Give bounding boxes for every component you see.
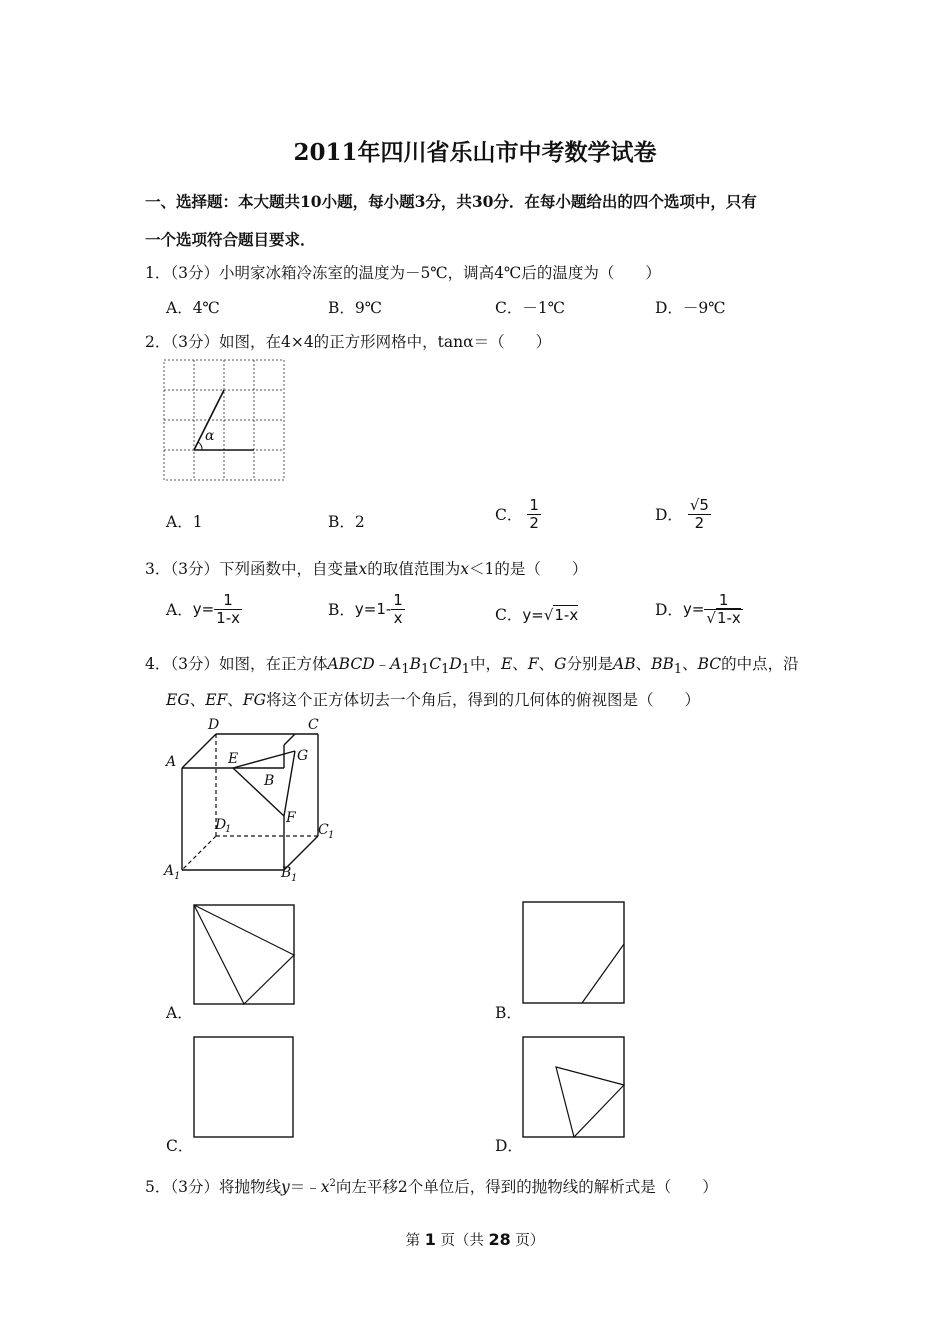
question-1-text: 1．（3分）小明家冰箱冷冻室的温度为－5℃，调高4℃后的温度为（ ） (145, 264, 661, 282)
svg-text:C: C (318, 822, 329, 838)
svg-text:G: G (297, 748, 309, 764)
question-5-text: 5．（3分）将抛物线$y=﹣x^2$向左平移2个单位后，得到的抛物线的解析式是（ ） (145, 1177, 718, 1196)
svg-text:1: 1 (291, 873, 298, 884)
q4-option-b: B． (495, 1004, 522, 1022)
page-title: 2011年四川省乐山市中考数学试卷 (293, 139, 657, 166)
svg-text:C: C (308, 717, 319, 733)
svg-text:A: A (166, 754, 177, 770)
svg-text:B: B (281, 865, 292, 881)
svg-text:A: A (164, 863, 175, 879)
svg-text:B: B (264, 773, 275, 789)
q4-option-c: C． (166, 1137, 194, 1155)
q1-option-d: D．－9℃ (655, 299, 726, 317)
svg-text:F: F (286, 810, 296, 826)
q4-option-d-figure (522, 1036, 626, 1139)
question-2-text: 2．（3分）如图，在4×4的正方形网格中，tanα＝（ ） (145, 333, 552, 351)
angle-alpha-label: α (205, 428, 215, 444)
q1-option-c: C．－1℃ (495, 299, 566, 317)
section-heading-line1: 一、选择题：本大题共10小题，每小题3分，共30分．在每小题给出的四个选项中，只有 (145, 192, 757, 211)
q2-option-d: D． $\frac{√5}{2}$ (655, 496, 709, 532)
section-heading-line2: 一个选项符合题目要求． (145, 230, 316, 249)
cube-figure (160, 712, 340, 882)
q3-option-b: B．y=1- $\frac{1}{x}$ (328, 591, 403, 627)
q3-option-c: C．y=√1-x (495, 606, 579, 624)
q4-option-d: D． (495, 1137, 523, 1155)
svg-text:1: 1 (225, 824, 232, 835)
q4-option-c-figure (193, 1036, 295, 1139)
page-footer: 第 1 页（共 28 页） (405, 1230, 545, 1249)
q3-option-a: A．y= $\frac{1}{1-x}$ (166, 591, 240, 627)
grid-figure (163, 359, 285, 481)
q2-option-c: C． $\frac{1}{2}$ (495, 496, 539, 532)
svg-text:1: 1 (328, 830, 335, 841)
svg-text:E: E (228, 751, 239, 767)
svg-text:D: D (208, 717, 220, 733)
q2-option-a: A．1 (166, 513, 203, 531)
q4-option-b-figure (522, 901, 626, 1005)
q4-option-a: A． (166, 1004, 193, 1022)
question-4-line2: EG、EF、FG将这个正方体切去一个角后，得到的几何体的俯视图是（ ） (166, 691, 700, 709)
fraction-root5-over-2: $\frac{√5}{2}$ (689, 496, 709, 532)
question-4-line1: 4．（3分）如图，在正方体$ABCD﹣A_1B_1C_1D_1$中，E、F、G分别是AB、$BB_1$、BC的中点，沿 (145, 655, 799, 678)
q1-option-a: A．4℃ (166, 299, 220, 317)
fraction-one-half: $\frac{1}{2}$ (529, 496, 539, 532)
q2-option-b: B．2 (328, 513, 365, 531)
q1-option-b: B．9℃ (328, 299, 383, 317)
svg-text:D: D (215, 817, 227, 833)
q4-option-a-figure (193, 904, 296, 1005)
question-3-text: 3．（3分）下列函数中，自变量x的取值范围为x＜1的是（ ） (145, 560, 588, 578)
svg-text:1: 1 (174, 871, 181, 882)
q3-option-d: D．y= $\frac{1}{√1-x}$ (655, 591, 741, 627)
